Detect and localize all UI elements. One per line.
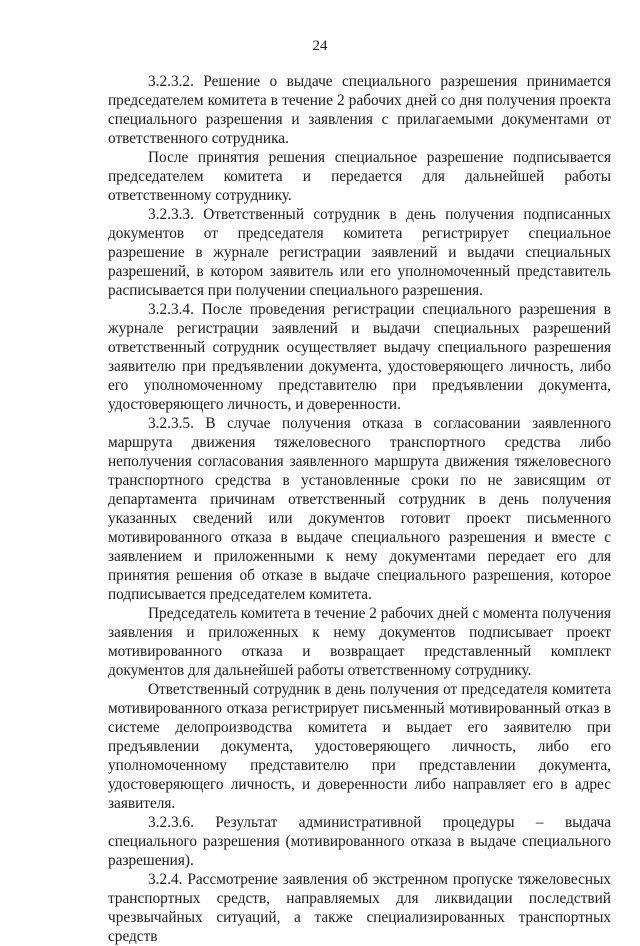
page-number: 24	[312, 38, 328, 54]
paragraph-chairman-refusal: Председатель комитета в течение 2 рабочих дней с момента получения заявления и приложенных к нему документов подписывает проект мотивированного отказа и возвращает представленный комплект документов для дальнейшей работы ответственному сотруднику.	[108, 605, 611, 679]
paragraph-3-2-3-6: 3.2.3.6. Результат административной процедуры – выдача специального разрешения (мотивированного отказа в выдаче специального разрешения).	[108, 814, 611, 869]
paragraph-3-2-3-4: 3.2.3.4. После проведения регистрации специального разрешения в журнале регистрации заявлений и выдачи специальных разрешений ответственный сотрудник осуществляет выдачу специального разрешения заявителю при предъявлении документа, удостоверяющего личность, либо его уполномоченному представителю при предъявлении документа, удостоверяющего личность, и доверенности.	[108, 301, 611, 413]
paragraph-signing: После принятия решения специальное разрешение подписывается председателем комитета и передается для дальнейшей работы ответственному сотруднику.	[108, 149, 611, 204]
paragraph-3-2-3-5: 3.2.3.5. В случае получения отказа в согласовании заявленного маршрута движения тяжеловесного транспортного средства либо неполучения согласования заявленного маршрута движения тяжеловесного транспортного средства в установленные сроки по не зависящим от департамента причинам ответственный сотрудник в день получения указанных сведений или документов готовит проект письменного мотивированного отказа в выдаче специального разрешения и вместе с заявлением и приложенными к нему документами передает его для принятия решения об отказе в выдаче специального разрешения, которое подписывается председателем комитета.	[108, 415, 611, 603]
paragraph-3-2-4: 3.2.4. Рассмотрение заявления об экстренном пропуске тяжеловесных транспортных средств, направляемых для ликвидации последствий чрезвычайных ситуаций, а также специализированных транспортных средств	[108, 871, 611, 945]
document-body	[108, 72, 611, 946]
paragraph-refusal-registration: Ответственный сотрудник в день получения от председателя комитета мотивированного отказа регистрирует письменный мотивированный отказ в системе делопроизводства комитета и выдает его заявителю при предъявлении документа, удостоверяющего личность, либо его уполномоченному представителю при представлении документа, удостоверяющего личность, и доверенности либо направляет его в адрес заявителя.	[108, 681, 611, 812]
paragraph-3-2-3-3: 3.2.3.3. Ответственный сотрудник в день получения подписанных документов от председателя комитета регистрирует специальное разрешение в журнале регистрации заявлений и выдачи специальных разрешений, в котором заявитель или его уполномоченный представитель расписывается при получении специального разрешения.	[108, 206, 611, 299]
paragraph-3-2-3-2: 3.2.3.2. Решение о выдаче специального разрешения принимается председателем комитета в течение 2 рабочих дней со дня получения проекта специального разрешения и заявления с прилагаемыми документами от ответственного сотрудника.	[108, 73, 611, 147]
